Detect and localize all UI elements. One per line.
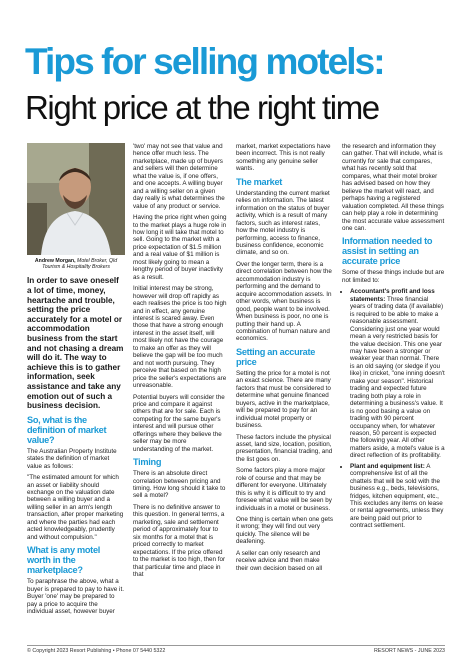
lead-paragraph: In order to save oneself a lot of time, money, heartache and trouble, setting the price accurately for a motel or accommodation business from the start and not chasing a dream will do it. The way to achieve this is to gather information, seek assistance and take any emotion out of such a business decision. bbox=[27, 276, 124, 411]
footer bbox=[27, 648, 445, 658]
caption-role: Motel Broker, Qld Tourism & Hospitality Brokers bbox=[42, 258, 118, 271]
list-item-title: Accountant's profit and loss statements: bbox=[350, 288, 435, 303]
author-photo bbox=[27, 143, 125, 255]
heading-setting-accurate-price: Setting an accurate price bbox=[236, 346, 316, 367]
paragraph: There is no definitive answer to this question. In general terms, a marketing, sale and settlement period of approximately four to six months for a motel that is priced correctly to market expectations. If the price offered to the market is too high, then for that particular time and place in that bbox=[133, 503, 226, 579]
heading-the-market: The market bbox=[236, 176, 283, 187]
photo-caption bbox=[27, 258, 125, 270]
paragraph: A seller can only research and receive advice and then make their own decision based on all bbox=[236, 549, 323, 572]
paragraph: Some factors play a more major role of course and that may be different for everyone. Ultimately this is why it is difficult to try and foresee what value will be seen by individuals in a motel or business. bbox=[236, 467, 332, 512]
heading-timing: Timing bbox=[133, 457, 162, 468]
column-3 bbox=[236, 143, 333, 576]
footer-copyright: © Copyright 2023 Resort Publishing • Phone 07 5440 5322 bbox=[27, 648, 166, 654]
footer-divider bbox=[27, 645, 445, 646]
paragraph: Initial interest may be strong, however will drop off rapidly as each realises the price is too high and in effect, any genuine interest is scared away. Even those that have a strong enough interest in the asset itself, will most likely not have the courage to make an offer as they will believe the gap will be too much and not worth pursuing. They perceive that based on the high price the seller's expectations are unreasonable. bbox=[133, 285, 227, 390]
paragraph: One thing is certain when one gets it wrong; they will find out very quickly. The silence will be deafening. bbox=[236, 516, 333, 546]
paragraph: The Australian Property Institute states the definition of market value as follows: bbox=[27, 447, 117, 470]
list-item-title: Plant and equipment list: bbox=[350, 462, 425, 470]
column-4 bbox=[342, 143, 445, 534]
paragraph: There is an absolute direct correlation between pricing and timing. How long should it take to sell a motel? bbox=[133, 470, 226, 500]
bullet-list bbox=[342, 288, 445, 530]
list-item-text: Three financial years of trading data (if available) is required to be able to make a reasonable assessment. Considering just one year would mean a very restricted basis for the value decision. This one year may have been a stronger or weaker year than normal. There is an old saying (or sledge if you like) in cricket, "one inning doesn't make your season". Historical trading and expected future trading both play a role in determining a business's value. It is no good basing a value on trading with 90 percent occupancy when, for whatever reason, 50 percent is expected the following year. All other matters aside, a motel's value is a direct reflection of its profitability. bbox=[350, 295, 445, 460]
list-item bbox=[350, 463, 445, 530]
paragraph: market, market expectations have been incorrect. This is not really something any genuine seller wants. bbox=[236, 143, 331, 173]
column-2 bbox=[133, 143, 227, 582]
caption-name: Andrew Morgan, bbox=[34, 258, 76, 264]
paragraph-quote: "The estimated amount for which an asset or liability should exchange on the valuation date between a willing buyer and a willing seller in an arm's length transaction, after proper marketing and where the parties had each acted knowledgeably, prudently and without compulsion." bbox=[27, 474, 124, 541]
paragraph: To paraphrase the above, what a buyer is prepared to pay to have it. Buyer 'one' may be prepared to pay a price to acquire the individual asset, however buyer bbox=[27, 578, 124, 615]
headline-line2: Right price at the right time bbox=[25, 89, 379, 126]
paragraph: 'two' may not see that value and hence offer much less. The marketplace, made up of buyers and sellers will then determine what the value is, if one offers, and one accepts. A willing buyer and a willing seller on a given day really is what determines the value of any product or service. bbox=[133, 143, 225, 210]
paragraph: Over the longer term, there is a direct correlation between how the accommodation industry is performing and the demand to acquire accommodation assets. In other words, when business is good, people want to be involved. When business is poor, no one is putting their hand up. A combination of human nature and economics. bbox=[236, 260, 332, 343]
paragraph: Understanding the current market relies on information. The latest information on the status of buyer activity, which is a result of many factors, such as interest rates, how the motel industry is performing, access to finance, business confidence, economic climate, and so on. bbox=[236, 189, 330, 257]
paragraph: Some of these things include but are not limited to: bbox=[342, 269, 445, 284]
list-item bbox=[350, 288, 445, 459]
paragraph: These factors include the physical asset, land size, location, position, presentation, financial trading, and the list goes on. bbox=[236, 433, 333, 463]
paragraph: the research and information they can gather. That will include, what is currently for sale that compares, what has recently sold that compares, what their motel broker has advised based on how they believe the market will react, and perhaps having a registered valuation completed. All these things can help play a role in determining the most accurate value assessment one can. bbox=[342, 143, 445, 232]
footer-issue: RESORT NEWS - JUNE 2023 bbox=[373, 648, 445, 654]
headline-line1: Tips for selling motels: bbox=[25, 41, 384, 82]
heading-motel-worth: What is any motel worth in the marketplace? bbox=[27, 545, 101, 576]
paragraph: Potential buyers will consider the price and compare it against others that are for sale. Each is competing for the same buyer's interest and will pursue other offerings where they believe the seller may be more understanding of the market. bbox=[133, 393, 225, 453]
heading-information-needed: Information needed to assist in setting an accurate price bbox=[342, 236, 433, 267]
list-item-text: A comprehensive list of all the chattels that will be sold with the business e.g., beds, televisions, fridges, kitchen equipment, etc., This excludes any items on lease or rental agreements, unless they are being paid out prior to contract settlement. bbox=[350, 462, 444, 530]
column-1 bbox=[27, 143, 125, 619]
paragraph: Having the price right when going to the market plays a huge role in how long it will take that motel to sell. Going to the market with a price expectation of $1.5 million and a real value of $1 million is most likely going to mean a lengthy period of buyer inactivity as a result. bbox=[133, 214, 227, 281]
heading-market-value-definition: So, what is the definition of market value? bbox=[27, 414, 107, 445]
paragraph: Setting the price for a motel is not an exact science. There are many factors that must be considered to determine what genuine financed buyers, active in the marketplace, will be prepared to pay for an individual motel property or business. bbox=[236, 369, 331, 430]
